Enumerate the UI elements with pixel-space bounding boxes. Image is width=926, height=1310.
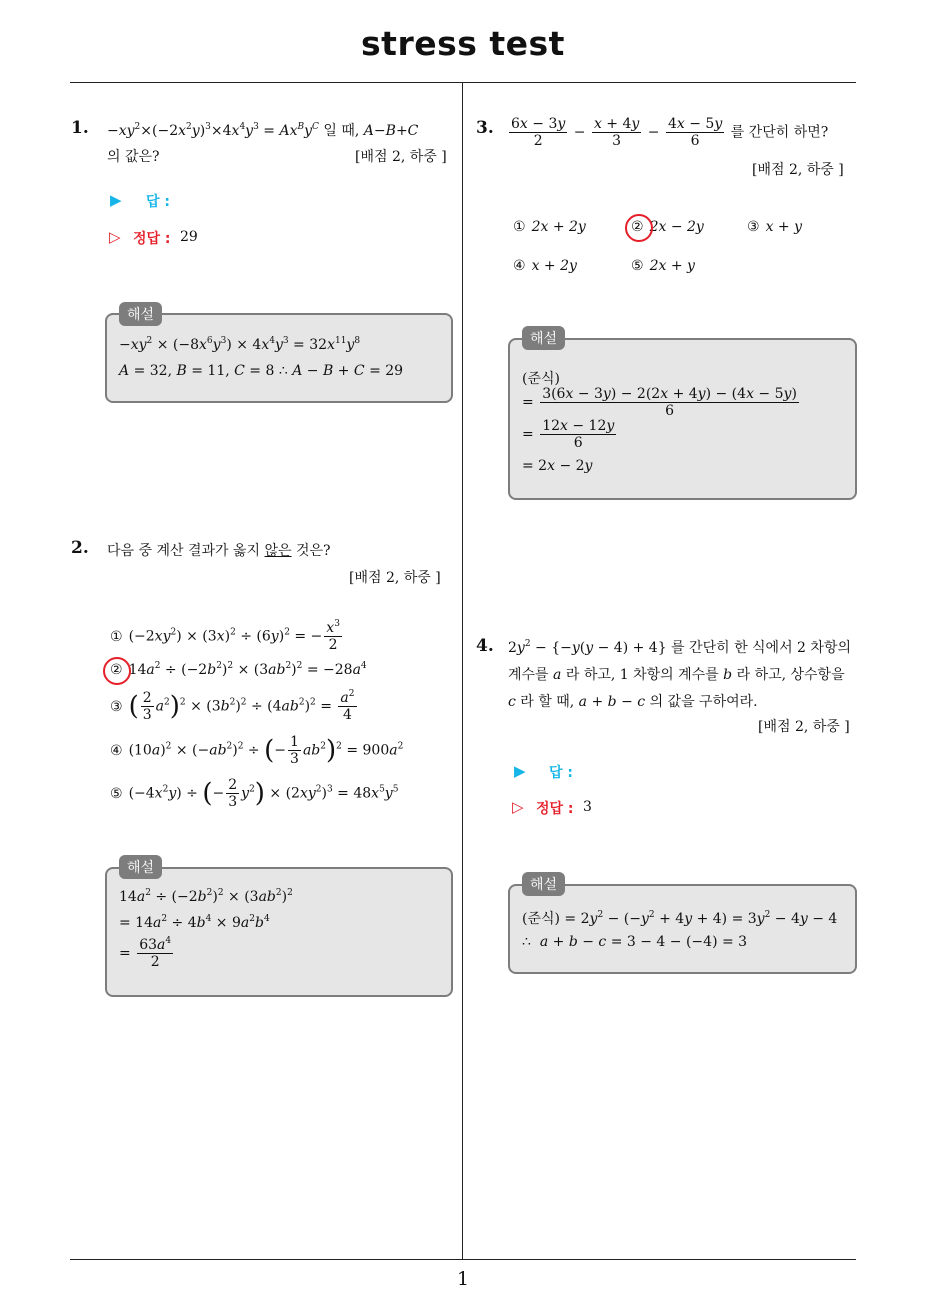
question-3-explanation-box <box>508 338 857 500</box>
question-4-text-line-1: $2y^2 - \{-y(y - 4) + 4\}$ 를 간단히 한 식에서 2 차항의 <box>508 639 851 656</box>
q3-explain-line-3: = $\frac{12x - 12y}{6}$ <box>522 418 615 451</box>
question-4-number: 4. <box>476 636 494 656</box>
correct-arrow-icon: ▷ <box>109 228 121 246</box>
question-4-explanation-box <box>508 884 857 974</box>
q3-explain-line-4: = 2x − 2y <box>522 458 593 474</box>
q2-explain-line-2: = $14a^2 \div 4b^4 \times 9a^2b^4$ <box>119 914 270 931</box>
question-4-correct-value: 3 <box>583 799 592 815</box>
q3-text-end: 를 간단히 하면? <box>726 124 829 141</box>
choice-expression: x + y <box>765 219 802 235</box>
question-1-correct-label: 정답 : <box>133 231 171 247</box>
q2-text-underlined: 않은 <box>264 543 292 559</box>
question-2-explanation-tag: 해설 <box>119 855 162 879</box>
choice-marker: ④ <box>110 742 123 759</box>
choice-marker: ① <box>110 628 123 645</box>
choice-expression: 2x − 2y <box>649 219 704 235</box>
question-2-explanation-box <box>105 867 453 997</box>
question-4-text-line-3: c 라 할 때, a + b − c 의 값을 구하여라. <box>508 694 758 710</box>
choice-marker: ③ <box>747 219 760 235</box>
q2-explain-line-1: $14a^2 \div (-2b^2)^2 \times (3ab^2)^2$ <box>119 888 293 905</box>
question-4-text-line-2: 계수를 a 라 하고, 1 차항의 계수를 b 라 하고, 상수항을 <box>508 667 845 683</box>
question-1-number: 1. <box>71 118 89 138</box>
choice-marker: ⑤ <box>110 785 123 802</box>
question-3-expression: $\frac{6x - 3y}{2}$ − $\frac{x + 4y}{3}$ − $\frac{4x - 5y}{6}$ 를 간단히 하면? <box>511 116 829 149</box>
choice-marker: ② <box>110 662 123 678</box>
selected-choice-circle-icon <box>103 657 131 685</box>
answer-arrow-icon: ▶ <box>110 191 122 209</box>
q1-explain-line-1: $-xy^2 \times (-8x^6y^3) \times 4x^4y^3 = 32x^{11}y^8$ <box>119 336 361 353</box>
question-3-choice-4[interactable] <box>513 258 577 274</box>
choice-expression: x + 2y <box>531 258 577 274</box>
choice-marker: ③ <box>110 698 123 715</box>
question-3-choice-3[interactable] <box>747 219 802 235</box>
question-2-meta: [배점 2, 하중 ] <box>349 570 441 586</box>
page-title: stress test <box>361 24 565 63</box>
choice-marker: ⑤ <box>631 258 644 274</box>
selected-choice-circle-icon <box>625 214 653 242</box>
q2-explain-line-3: = $\frac{63a^4}{2}$ <box>119 936 172 970</box>
choice-marker: ④ <box>513 258 526 274</box>
question-3-meta: [배점 2, 하중 ] <box>752 162 844 178</box>
question-3-choice-1[interactable] <box>513 219 586 235</box>
question-2-choice-4[interactable]: ④ $(10a)^2 \times (-ab^2)^2$ ÷ (− $\frac{1}{3}$ $ab^2)^2 = 900a^2$ <box>110 734 404 767</box>
q1-explain-line-2: A = 32, B = 11, C = 8 ∴ A − B + C = 29 <box>119 363 404 379</box>
choice-expression: 2x + y <box>649 258 695 274</box>
question-2-choice-1[interactable]: ① $(-2xy^2) \times (3x)^2 \div (6y)^2$ = − $\frac{x^3}{2}$ <box>110 619 340 653</box>
q4-explain-line-1: (준식) = $2y^2 - (-y^2 + 4y + 4) = 3y^2 - 4y - 4$ <box>522 910 838 927</box>
q2-text-end: 것은? <box>291 543 331 559</box>
question-1-explanation-tag: 해설 <box>119 302 162 326</box>
question-4-explanation-tag: 해설 <box>522 872 565 896</box>
question-1-expression: $-xy^2\times(-2x^2y)^3\times 4x^4y^3 = Ax^By^C$ 일 때, A−B+C <box>107 122 419 139</box>
question-2-choice-2[interactable]: ② $14a^2 \div (-2b^2)^2 \times (3ab^2)^2 = -28a^4$ <box>110 661 367 678</box>
choice-expression: 2x + 2y <box>531 219 586 235</box>
question-2-choice-5[interactable]: ⑤ $(-4x^2y)$ ÷ (− $\frac{2}{3}$ $y^2) \times (2xy^2)^3 = 48x^5y^5$ <box>110 777 399 810</box>
choice-marker: ① <box>513 219 526 235</box>
q2-text-start: 다음 중 계산 결과가 옳지 <box>107 543 265 559</box>
question-1-meta: [배점 2, 하중 ] <box>355 149 447 165</box>
choice-marker: ② <box>631 219 644 235</box>
question-1-correct-value: 29 <box>180 229 198 245</box>
question-3-number: 3. <box>476 118 494 138</box>
question-2-text <box>107 540 331 560</box>
correct-arrow-icon: ▷ <box>512 798 524 816</box>
question-4-answer-label: 답 : <box>549 765 573 781</box>
footer-rule <box>70 1259 856 1260</box>
question-1-text-line2: 의 값은? <box>107 149 160 165</box>
q3-explain-line-2: = $\frac{3(6x - 3y) - 2(2x + 4y) - (4x - 5y)}{6}$ <box>522 386 797 419</box>
q4-explain-line-2: ∴ a + b − c = 3 − 4 − (−4) = 3 <box>522 934 748 950</box>
question-2-number: 2. <box>71 538 89 558</box>
question-4-correct-label: 정답 : <box>536 801 574 817</box>
question-4-meta: [배점 2, 하중 ] <box>758 719 850 735</box>
answer-arrow-icon: ▶ <box>514 762 526 780</box>
page-number: 1 <box>456 1268 470 1290</box>
question-2-choice-3[interactable]: ③ ( $\frac{2}{3}$ $a^2)^2 \times (3b^2)^2 \div (4ab^2)^2$ = $\frac{a^2}{4}$ <box>110 689 355 723</box>
q3-explain-line-1: (준식) <box>522 371 560 387</box>
question-1-answer-label: 답 : <box>146 194 170 210</box>
column-divider <box>462 83 463 1260</box>
question-3-choice-5[interactable] <box>631 258 695 274</box>
question-1-explanation-box <box>105 313 453 403</box>
header-rule <box>70 82 856 83</box>
question-3-explanation-tag: 해설 <box>522 326 565 350</box>
